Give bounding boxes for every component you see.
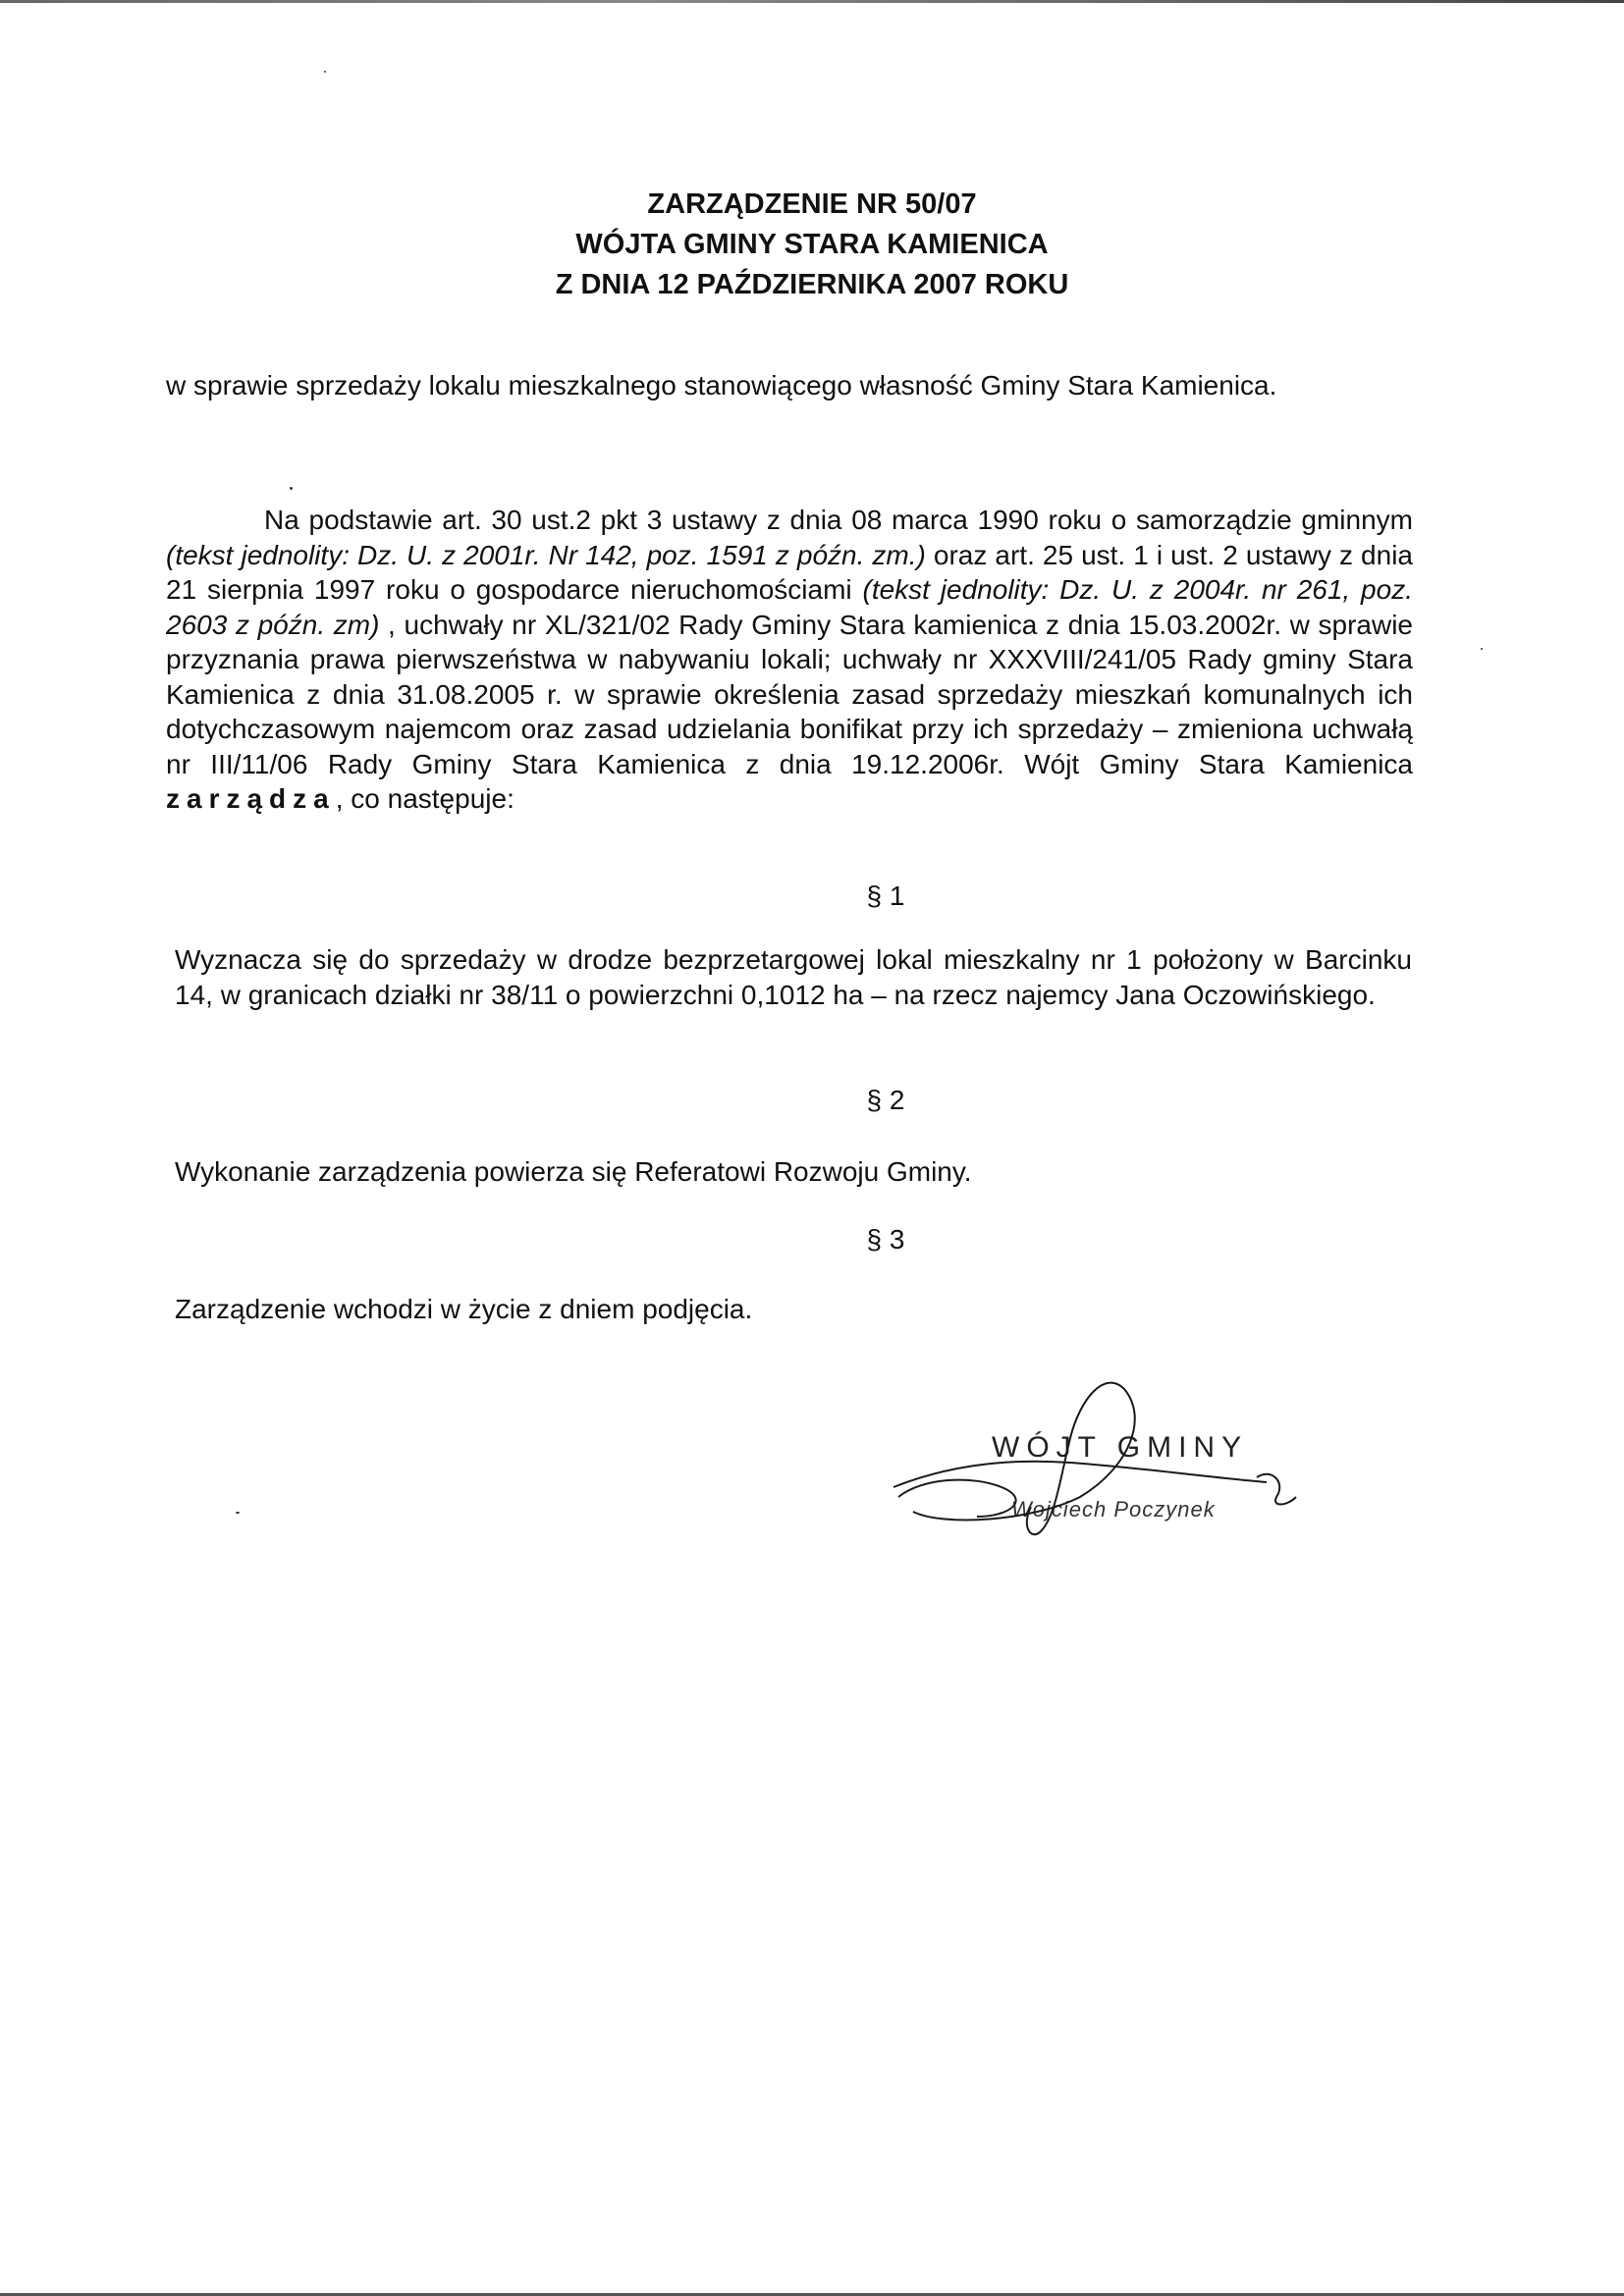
header-title: ZARZĄDZENIE NR 50/07 bbox=[647, 188, 977, 220]
handwritten-signature bbox=[884, 1360, 1335, 1556]
section-text-2: Wykonanie zarządzenia powierza się Referatowi Rozwoju Gminy. bbox=[175, 1156, 972, 1187]
section-text-3: Zarządzenie wchodzi w życie z dniem podjęcia. bbox=[175, 1294, 753, 1324]
signature-stamp-name: Wojciech Poczynek bbox=[1011, 1497, 1216, 1522]
preamble-text-4: , co następuje: bbox=[335, 783, 514, 814]
header-date: Z DNIA 12 PAŹDZIERNIKA 2007 ROKU bbox=[555, 269, 1069, 300]
section-sign-2: § 2 bbox=[866, 1085, 905, 1115]
preamble-citation-2: (tekst jednolity: Dz. U. z 2004r. nr 261, poz. 2603 z późn. zm) bbox=[166, 574, 1413, 640]
preamble-decree-word: zarządza bbox=[166, 783, 336, 814]
scan-edge-top bbox=[0, 0, 1624, 3]
scan-speck bbox=[290, 487, 293, 490]
scan-speck bbox=[236, 1512, 240, 1514]
scan-speck bbox=[1481, 648, 1483, 650]
section-text-1: Wyznacza się do sprzedaży w drodze bezprzetargowej lokal mieszkalny nr 1 położony w Barcinku 14, w granicach działki nr 38/11 o powierzchni 0,1012 ha – na rzecz najemcy Jana Oczowińskiego. bbox=[175, 944, 1412, 1010]
document-subject: w sprawie sprzedaży lokalu mieszkalnego stanowiącego własność Gminy Stara Kamienica. bbox=[166, 370, 1277, 400]
preamble-text-1: Na podstawie art. 30 ust.2 pkt 3 ustawy z dnia 08 marca 1990 roku o samorządzie gminnym bbox=[264, 505, 1413, 535]
preamble-text-2: oraz art. 25 ust. 1 i ust. 2 ustawy z dnia 21 sierpnia 1997 roku o gospodarce nieruchomościami bbox=[166, 539, 1413, 605]
section-sign-1: § 1 bbox=[866, 881, 905, 911]
signature-title: WÓJT GMINY bbox=[992, 1431, 1249, 1464]
preamble-citation-1: (tekst jednolity: Dz. U. z 2001r. Nr 142, poz. 1591 z późn. zm.) bbox=[166, 539, 926, 570]
document-header bbox=[0, 185, 1624, 305]
section-sign-3: § 3 bbox=[866, 1224, 905, 1255]
preamble-text-3: , uchwały nr XL/321/02 Rady Gminy Stara kamienica z dnia 15.03.2002r. w sprawie przyznania prawa pierwszeństwa w nabywaniu lokali; uchwały nr XXXVIII/241/05 Rady gminy Stara Kamienica z dnia 31.08.2005 r. w sprawie określenia zasad sprzedaży mieszkań komunalnych ich dotychczasowym najemcom oraz zasad udzielania bonifikat przy ich sprzedaży – zmieniona uchwałą nr III/11/06 Rady Gminy Stara Kamienica z dnia 19.12.2006r. Wójt Gminy Stara Kamienica bbox=[166, 609, 1413, 779]
scan-speck bbox=[324, 71, 326, 73]
preamble-paragraph bbox=[166, 503, 1413, 817]
header-authority: WÓJTA GMINY STARA KAMIENICA bbox=[575, 229, 1049, 260]
